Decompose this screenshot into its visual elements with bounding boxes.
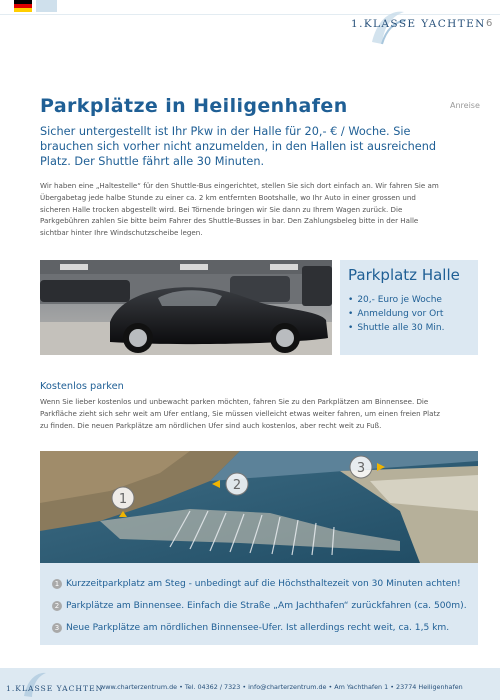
german-flag-icon <box>14 0 32 12</box>
lead-paragraph: Sicher untergestellt ist Ihr Pkw in der Halle für 20,- € / Woche. Sie brauchen sich vorher nicht anzumelden, in den Hallen ist ausreichend Platz. Der Shuttle fährt alle 30 Minuten. <box>40 125 437 168</box>
note-item <box>52 595 478 617</box>
section-label: Anreise <box>450 101 480 110</box>
info-item-shuttle: • Shuttle alle 30 Min. <box>348 321 470 335</box>
free-parking-text: Wenn Sie lieber kostenlos und unbewacht parken möchten, fahren Sie zu den Parkplätzen am Binnensee. Die Parkfläche zieht sich sehr weit am Ufer entlang, Sie müssen vielleicht etwas weiter fahren, um einen freien Platz zu finden. Die neuen Parkplätze am nördlichen Ufer sind auch kostenlos, aber recht weit zu Fuß. <box>40 397 441 430</box>
info-box-title: Parkplatz Halle <box>348 266 460 284</box>
info-box-list <box>348 293 470 335</box>
hall-parking-text: Wir haben eine „Haltestelle“ für den Shuttle-Bus eingerichtet, stellen Sie sich dort einfach an. Wir fahren Sie am Übergabetag jede halbe Stunde zu einer ca. 2 km entfernten Bootshalle, wo Ihr Auto in einer grossen und sicheren Halle trocken abgestellt wird. Bei Törnende bringen wir Sie dann zu Ihrem Wagen zurück. Die Parkgebühren zahlen Sie bitte beim Fahrer des Shuttle-Busses in bar. Den Zahlungsbeleg bitte in der Halle sichtbar hinter Ihre Windschutzscheibe legen. <box>40 181 439 238</box>
footer-contact-line: www.charterzentrum.de • Tel. 04362 / 7323 • info@charterzentrum.de • Am Yachthafen 1 • 23774 Heiligenhafen <box>100 683 463 691</box>
hall-parking-info-box <box>340 260 478 355</box>
map-marker-2-label: 2 <box>232 478 242 493</box>
note-text: Kurzzeitparkplatz am Steg - unbedingt auf die Höchsthaltezeit von 30 Minuten achten! <box>66 579 461 589</box>
car-photo <box>40 260 332 355</box>
note-number-icon: 2 <box>52 601 62 611</box>
info-item-registration: • Anmeldung vor Ort <box>348 307 470 321</box>
brand-name: 1.KLASSE YACHTEN <box>351 18 486 30</box>
parking-notes-box <box>40 563 478 645</box>
note-text: Neue Parkplätze am nördlichen Binnensee-Ufer. Ist allerdings recht weit, ca. 1,5 km. <box>66 623 450 633</box>
note-item <box>52 573 478 595</box>
footer-brand-name: 1.KLASSE YACHTEN <box>6 684 104 693</box>
page-title: Parkplätze in Heiligenhafen <box>40 95 348 117</box>
note-item <box>52 617 478 639</box>
free-parking-heading: Kostenlos parken <box>40 381 124 392</box>
info-item-price: • 20,- Euro je Woche <box>348 293 470 307</box>
page-number: 6 <box>486 18 493 29</box>
note-number-icon: 1 <box>52 579 62 589</box>
map-marker-3-label: 3 <box>356 461 366 476</box>
note-text: Parkplätze am Binnensee. Einfach die Straße „Am Jachthafen“ zurückfahren (ca. 500m). <box>66 601 467 611</box>
header-tab-decoration <box>36 0 57 12</box>
harbour-aerial-map <box>40 451 478 563</box>
header-divider <box>0 14 500 15</box>
map-marker-1-label: 1 <box>118 492 128 507</box>
note-number-icon: 3 <box>52 623 62 633</box>
